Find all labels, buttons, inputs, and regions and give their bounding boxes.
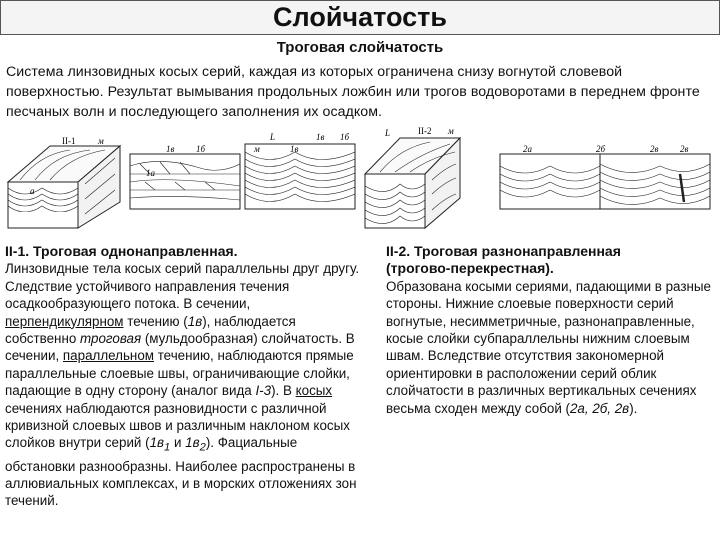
figure-label: 1б [340,132,350,142]
text-run: перпендикулярном [5,313,124,329]
left-heading: II-1. Троговая однонаправленная. [5,243,238,259]
left-column [5,243,367,510]
section-panel-1a [130,154,240,209]
figure-label: 2б [596,144,606,154]
text-run: ). В [271,383,296,399]
right-heading: II-2. Троговая разнонаправленная [386,243,621,259]
right-subheading: (трогово-перекрестная). [386,260,554,277]
figure-label: L [270,132,276,142]
figure-label: а [30,186,35,196]
left-body [5,260,367,509]
block-diagram-ii-2 [365,138,460,228]
figure-label: 1в [166,144,175,154]
figure-label: 2в [680,144,689,154]
text-run: течению ( [123,313,188,329]
text-run: 1в [185,435,200,451]
figure-label: м [98,136,104,146]
text-run: Образована косыми сериями, падающими в разные стороны. Нижние слоевые поверхности серий вогнутые, несимметричные, разнонаправленные, косые слойки субпараллельны нижним слоевым швам. Вследствие отсутствия закономерной ориентировки в расположении серий облик слойчатости в различных вертикальных сечениях весьма сходен между собой ( [386,278,711,416]
text-run: (мульдообразная) слойчатость. В сечении, [5,331,355,364]
figure-label: м [448,126,454,136]
figure-label: 1б [196,144,206,154]
figure-label: 1a [146,168,155,178]
section-panel-1v [245,144,355,209]
section-panel-2 [500,154,710,209]
text-run: косых [295,383,333,399]
text-run: 1в [149,435,165,451]
block-diagram-ii-1 [8,146,120,228]
intro-paragraph: Система линзовидных косых серий, каждая из которых ограничена снизу вогнутой словевой поверхностью. Результат вымывания продольных ложбин или трогов водоворотами в переднем фронте песчаных волн и последующего заполнения их осадком. [6,64,700,120]
subtitle: Троговая слойчатость [276,39,444,56]
figure-label: 2в [650,144,659,154]
figure-label: 1в [290,144,299,154]
text-run: I-3 [255,383,272,399]
text-run: 2 [199,442,206,455]
text-run: троговая [80,331,142,347]
text-run: 2а, 2б, 2в [569,400,630,416]
figure-label: II-2 [418,126,432,136]
text-run: ). [629,400,638,416]
figure-label: 2а [523,144,532,154]
text-run: течению, наблюдаются прямые параллельные слоевые швы, ограничивающие слойки, падающие в одну сторону (аналог вида [5,348,354,399]
stratification-figure [0,124,720,234]
right-column [386,243,716,417]
figure-label: м [254,144,260,154]
page-title: Слойчатость [273,2,447,32]
figure-label: II-1 [62,136,76,146]
text-run: 1в [187,313,203,329]
figure-label: L [385,128,391,138]
text-run: и [170,435,186,451]
figure-label: 1в [316,132,325,142]
text-run: ), наблюдается собственно [5,313,296,347]
right-body [386,278,716,417]
title-bar [0,0,720,35]
text-run: параллельном [62,348,154,364]
text-run: 1 [164,442,171,455]
text-run: ). Фациальные обстановки разнообразны. Наиболее распространены в аллювиальных комплексах, и в морских отложениях зон течений. [5,435,357,509]
text-run: Линзовидные тела косых серий параллельны друг другу. Следствие устойчивого направления течения осадкообразующего потока. В сечении, [5,261,360,312]
text-run: сечениях наблюдаются разновидности с различной кривизной слоевых швов и различным наклоном косых слойков внутри серий ( [5,400,350,451]
